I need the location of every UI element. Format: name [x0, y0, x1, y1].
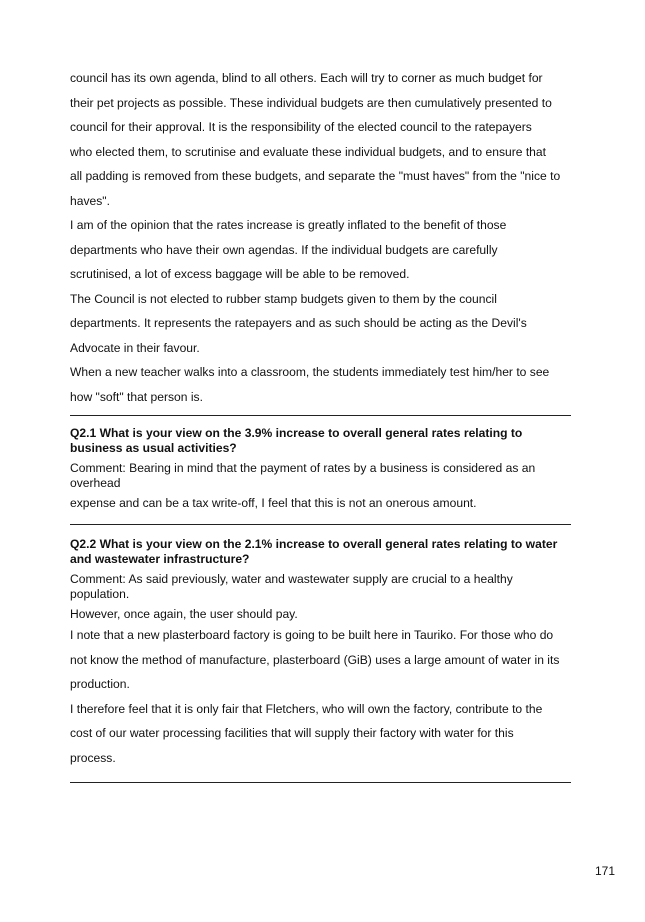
comment-line: population. [70, 587, 130, 601]
comment-text [70, 572, 572, 602]
comment-text [70, 461, 572, 491]
question-heading [70, 426, 572, 456]
text-line: all padding is removed from these budgets, and separate the "must haves" from the "nice to [70, 169, 561, 183]
text-line: When a new teacher walks into a classroom, the students immediately test him/her to see [70, 365, 550, 379]
question-2-2 [70, 524, 572, 783]
heading-line: Q2.1 What is your view on the 3.9% increase to overall general rates relating to [70, 426, 523, 440]
text-line: production. [70, 677, 130, 691]
text-line: their pet projects as possible. These individual budgets are then cumulatively presented to [70, 95, 552, 110]
comment-line: overhead [70, 476, 121, 490]
comment-paragraphs [70, 623, 572, 770]
text-line: departments who have their own agendas. If the individual budgets are carefully [70, 242, 498, 257]
page-number: 171 [594, 864, 615, 878]
comment-line: Comment: Bearing in mind that the payment of rates by a business is considered as an [70, 461, 536, 475]
text-line: Advocate in their favour. [70, 340, 200, 355]
comment-line: Comment: As said previously, water and wastewater supply are crucial to a healthy [70, 572, 513, 586]
comment-text: However, once again, the user should pay. [70, 607, 298, 621]
text-line: who elected them, to scrutinise and evaluate these individual budgets, and to ensure that [70, 144, 546, 159]
heading-line: Q2.2 What is your view on the 2.1% increase to overall general rates relating to water [70, 537, 558, 551]
text-line: The Council is not elected to rubber stamp budgets given to them by the council [70, 291, 497, 306]
text-line: scrutinised, a lot of excess baggage will be able to be removed. [70, 267, 410, 281]
section-divider [70, 524, 571, 525]
text-line: cost of our water processing facilities that will supply their factory with water for this [70, 726, 514, 740]
text-line: departments. It represents the ratepayers and as such should be acting as the Devil's [70, 316, 527, 330]
text-line: process. [70, 750, 116, 765]
section-divider [70, 415, 571, 416]
text-line: I am of the opinion that the rates increase is greatly inflated to the benefit of those [70, 218, 507, 232]
section-divider [70, 782, 571, 783]
heading-line: business as usual activities? [70, 441, 237, 455]
question-heading [70, 537, 572, 567]
page-content [70, 66, 572, 783]
text-line: I therefore feel that it is only fair that Fletchers, who will own the factory, contribute to the [70, 701, 543, 716]
text-line: not know the method of manufacture, plasterboard (GiB) uses a large amount of water in its [70, 652, 560, 667]
heading-line: and wastewater infrastructure? [70, 552, 250, 566]
intro-text [70, 66, 572, 409]
text-line: how "soft" that person is. [70, 389, 203, 404]
question-2-1 [70, 415, 572, 511]
comment-text: expense and can be a tax write-off, I feel that this is not an onerous amount. [70, 496, 477, 510]
text-line: council for their approval. It is the responsibility of the elected council to the ratepayers [70, 120, 532, 134]
text-line: council has its own agenda, blind to all others. Each will try to corner as much budget for [70, 71, 543, 85]
text-line: haves". [70, 193, 110, 208]
text-line: I note that a new plasterboard factory is going to be built here in Tauriko. For those who do [70, 628, 554, 642]
